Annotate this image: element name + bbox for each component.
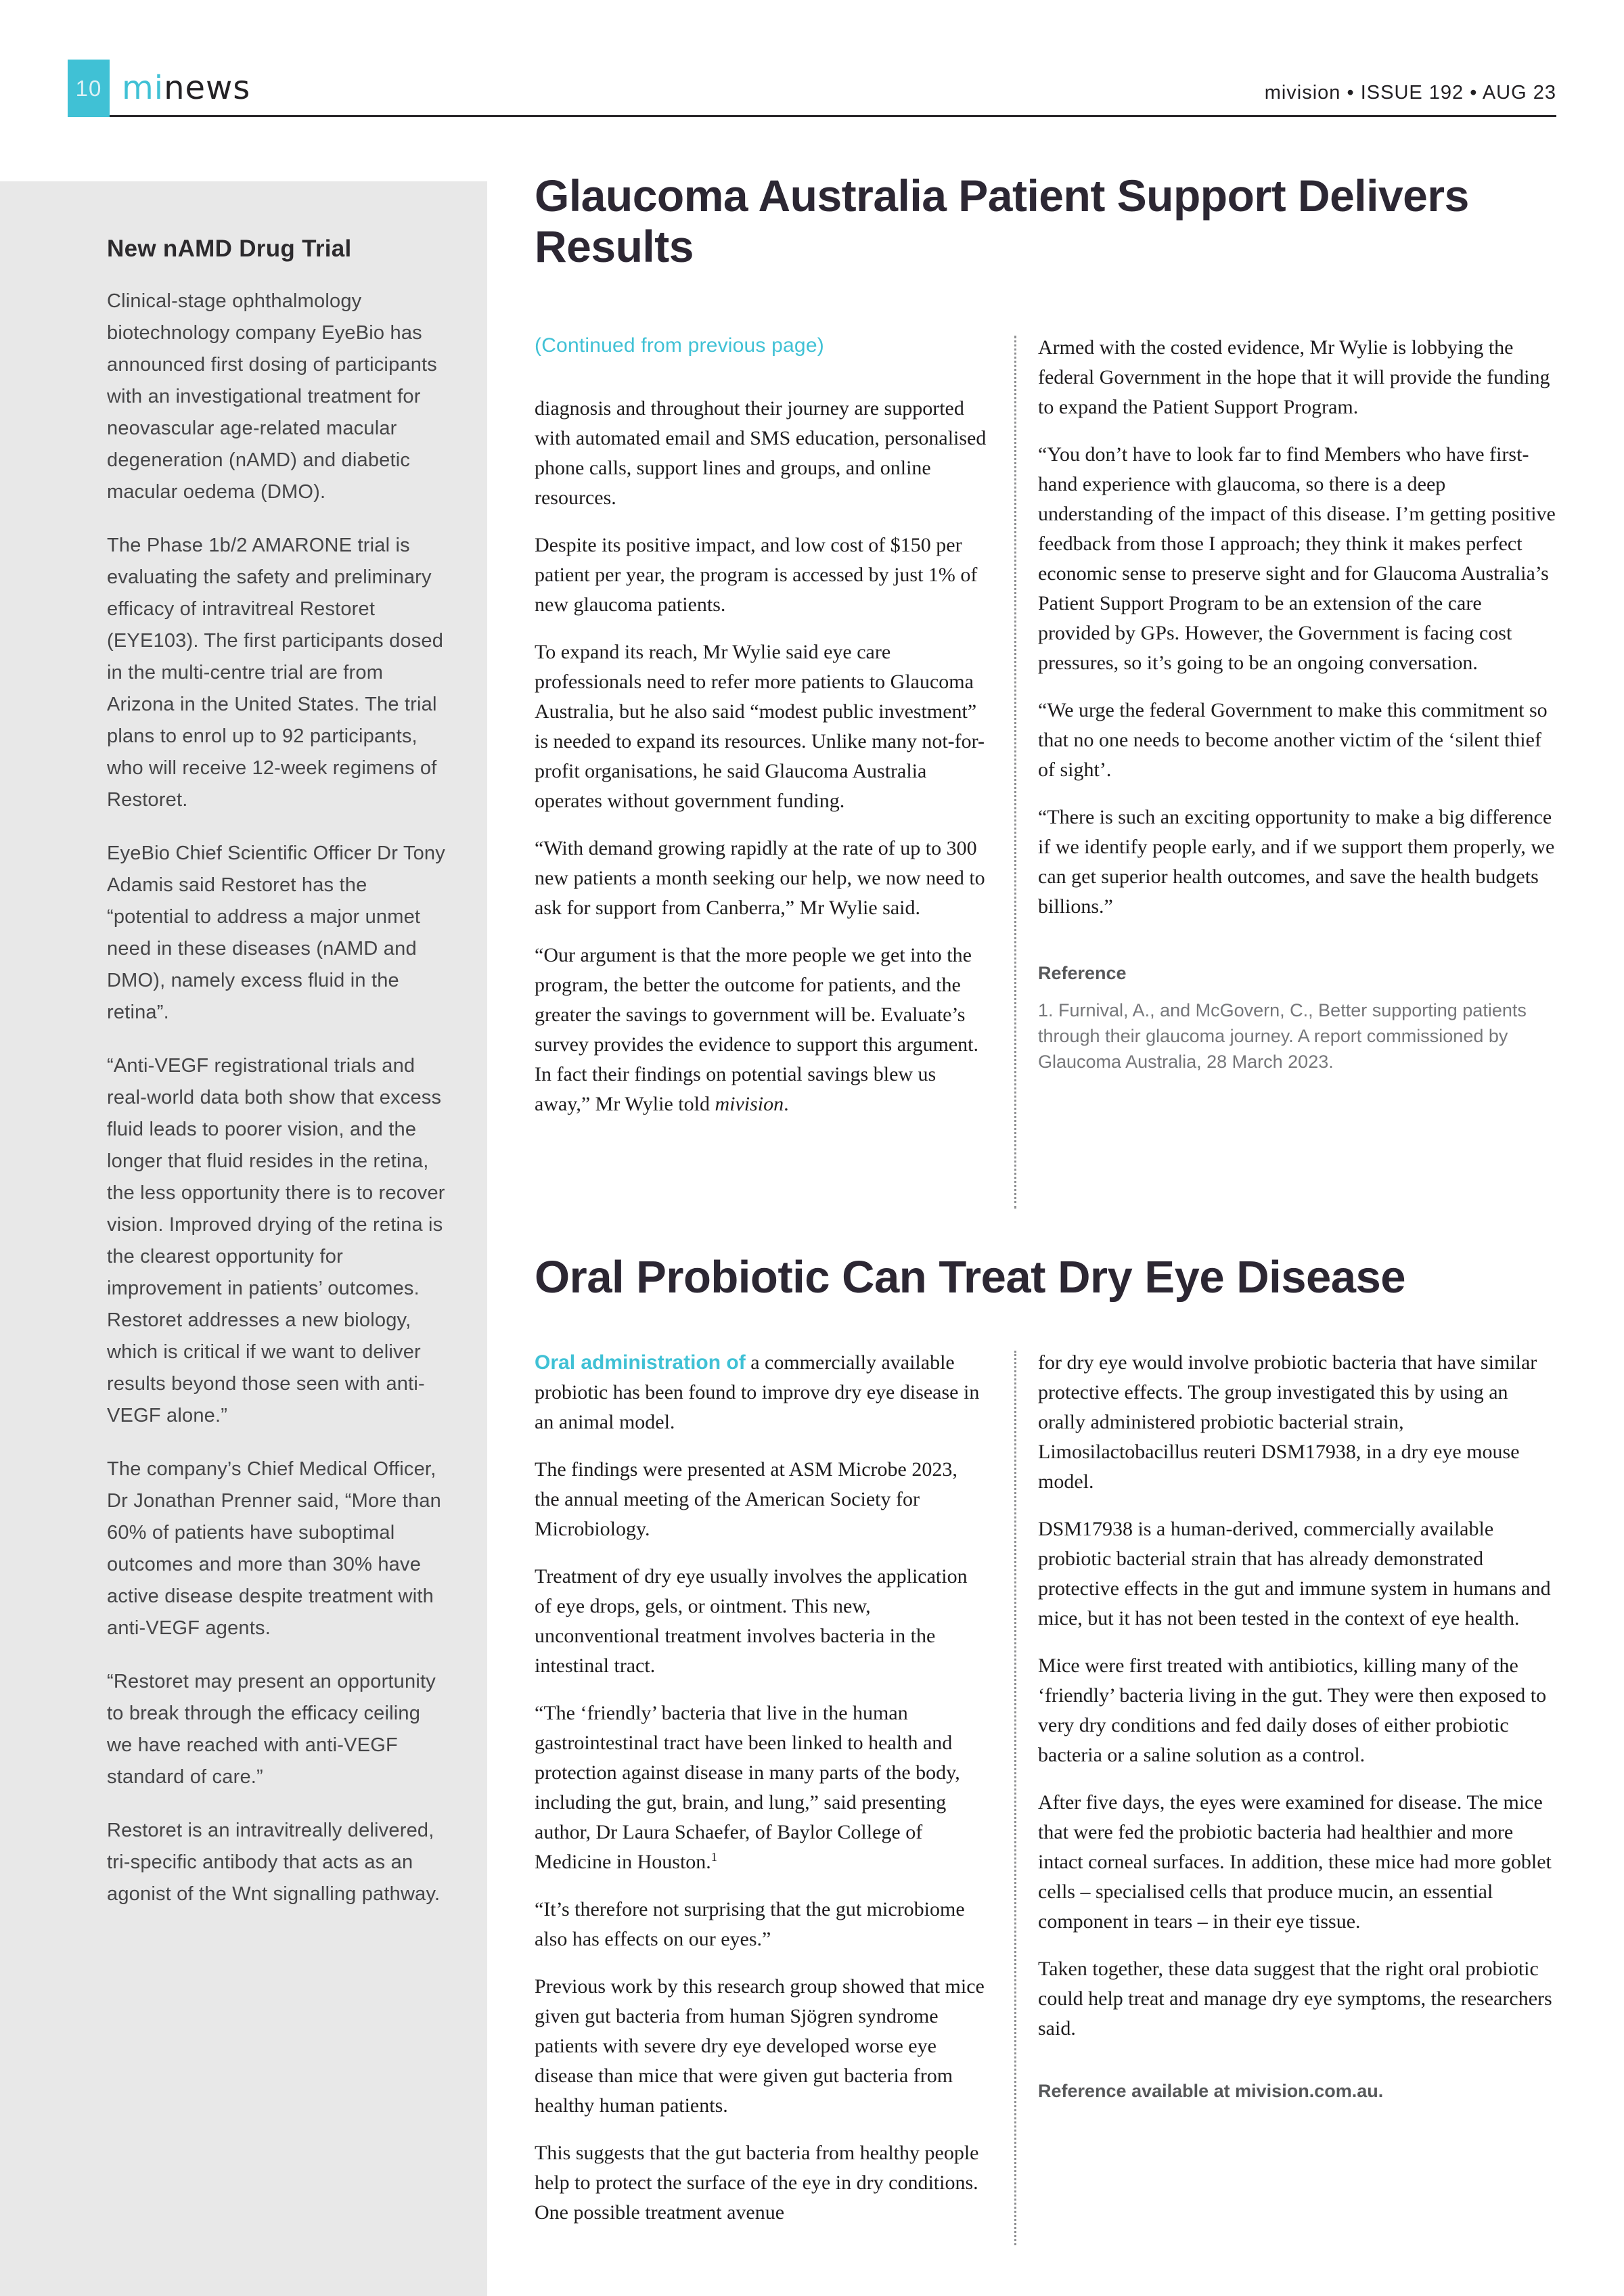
body-paragraph [535, 1348, 987, 1437]
article2-column-left [535, 1348, 987, 2245]
issue-info: mivision • ISSUE 192 • AUG 23 [1264, 82, 1556, 104]
sidebar-article [0, 181, 487, 2296]
body-paragraph: “You don’t have to look far to find Members who have first-hand experience with glaucoma, so there is a deep understanding of the impact of this disease. I’m getting positive feedback from those I approach; they think it makes perfect economic sense to preserve sight and for Glaucoma Australia’s Patient Support Program to be an extension of the care provided by GPs. However, the Government is facing cost pressures, so it’s going to be an ongoing conversation. [1038, 443, 1556, 674]
page-header [68, 0, 1556, 117]
sidebar-paragraph: The company’s Chief Medical Officer, Dr Jonathan Prenner said, “More than 60% of patients have suboptimal outcomes and more than 30% have active disease despite treatment with anti-VEGF agents. [107, 1458, 442, 1639]
body-paragraph: This suggests that the gut bacteria from healthy people help to protect the surface of the eye in dry conditions. One possible treatment avenue [535, 2142, 979, 2224]
column-divider-dotted [1014, 336, 1016, 1209]
logo-news: news [164, 69, 251, 107]
column-divider-dotted [1014, 1351, 1016, 2245]
lead-in-accent: Oral administration of [535, 1351, 746, 1374]
body-paragraph: “There is such an exciting opportunity to make a big difference if we identify people early, and if we support them properly, we can get superior health outcomes, and save the health budgets billions.” [1038, 806, 1555, 918]
sidebar-paragraph: The Phase 1b/2 AMARONE trial is evaluating the safety and preliminary efficacy of intravitreal Restoret (EYE103). The first participants dosed in the multi-centre trial are from Arizona in the United States. The trial plans to enrol up to 92 participants, who will receive 12-week regimens of Restoret. [107, 535, 444, 811]
article2-title: Oral Probiotic Can Treat Dry Eye Disease [535, 1252, 1406, 1303]
body-paragraph: Taken together, these data suggest that the right oral probiotic could help treat and manage dry eye symptoms, the researchers said. [1038, 1958, 1552, 2040]
publication-name: mivision [715, 1093, 784, 1115]
article1-column-right [1038, 333, 1556, 1075]
sidebar-paragraph: “Anti-VEGF registrational trials and real-world data both show that excess fluid leads to poorer vision, and the longer that fluid resides in the retina, the less opportunity there is to recover vision. Improved drying of the retina is the clearest opportunity for improvement in patients’ outcomes. Restoret addresses a new biology, which is critical if we want to deliver results beyond those seen with anti-VEGF alone.” [107, 1055, 445, 1426]
page-number: 10 [75, 75, 102, 101]
body-paragraph: Despite its positive impact, and low cost of $150 per patient per year, the program is accessed by just 1% of new glaucoma patients. [535, 534, 978, 616]
sentence-end: . [784, 1093, 789, 1115]
lead-in-rest: a commercially available probiotic has been found to improve dry eye disease in an animal model. [535, 1351, 980, 1433]
page-number-badge [68, 60, 110, 117]
sidebar-paragraph: Restoret is an intravitreally delivered, tri-specific antibody that acts as an agonist of the Wnt signalling pathway. [107, 1820, 441, 1905]
article1-title: Glaucoma Australia Patient Support Delivers Results [535, 171, 1469, 271]
minews-logo [122, 69, 250, 107]
sidebar-title: New nAMD Drug Trial [107, 235, 352, 262]
reference-block [1038, 958, 1556, 1075]
body-paragraph [535, 941, 987, 1119]
quote-text: “The ‘friendly’ bacteria that live in the human gastrointestinal tract have been linked to health and protection against disease in many parts of the body, including the gut, brain, and lung,” said presenting author, Dr Laura Schaefer, of Baylor College of Medicine in Houston. [535, 1702, 960, 1873]
footnote-marker: 1 [710, 1850, 717, 1864]
article1-column-left [535, 394, 987, 1137]
reference-text: 1. Furnival, A., and McGovern, C., Better supporting patients through their glaucoma journey. A report commissioned by Glaucoma Australia, 28 March 2023. [1038, 1000, 1527, 1072]
sidebar-paragraph: EyeBio Chief Scientific Officer Dr Tony Adamis said Restoret has the “potential to address a major unmet need in these diseases (nAMD and DMO), namely excess fluid in the retina”. [107, 842, 445, 1023]
body-paragraph: The findings were presented at ASM Microbe 2023, the annual meeting of the American Society for Microbiology. [535, 1458, 957, 1540]
body-paragraph: Treatment of dry eye usually involves the application of eye drops, gels, or ointment. This new, unconventional treatment involves bacteria in the intestinal tract. [535, 1565, 968, 1677]
reference-heading: Reference [1038, 963, 1127, 983]
body-paragraph: Previous work by this research group showed that mice given gut bacteria from human Sjögren syndrome patients with severe dry eye developed worse eye disease than mice that were given gut bacteria from healthy human patients. [535, 1975, 985, 2117]
body-paragraph [535, 1698, 987, 1877]
reference-availability-note: Reference available at mivision.com.au. [1038, 2081, 1384, 2101]
body-paragraph: DSM17938 is a human-derived, commercially available probiotic bacterial strain that has already demonstrated protective effects in the gut and immune system in humans and mice, but it has not been tested in the context of eye health. [1038, 1518, 1551, 1629]
body-paragraph: After five days, the eyes were examined for disease. The mice that were fed the probiotic bacteria had healthier and more intact corneal surfaces. In addition, these mice had more goblet cells – specialised cells that produce mucin, an essential component in tears – in their eye tissue. [1038, 1791, 1552, 1933]
article2-column-right [1038, 1348, 1556, 2106]
sidebar-paragraph: Clinical-stage ophthalmology biotechnology company EyeBio has announced first dosing of participants with an investigational treatment for neovascular age-related macular degeneration (nAMD) and diabetic macular oedema (DMO). [107, 290, 438, 503]
body-paragraph: Mice were first treated with antibiotics, killing many of the ‘friendly’ bacteria living in the gut. They were then exposed to very dry conditions and fed daily doses of either probiotic bacteria or a saline solution as a control. [1038, 1655, 1547, 1766]
continued-tag: (Continued from previous page) [535, 334, 824, 357]
body-paragraph: “With demand growing rapidly at the rate of up to 300 new patients a month seeking our help, we now need to ask for support from Canberra,” Mr Wylie said. [535, 837, 985, 919]
logo-mi: mi [122, 69, 164, 107]
body-paragraph: diagnosis and throughout their journey are supported with automated email and SMS education, personalised phone calls, support lines and groups, and online resources. [535, 397, 987, 509]
sidebar-paragraph: “Restoret may present an opportunity to break through the efficacy ceiling we have reached with anti-VEGF standard of care.” [107, 1671, 436, 1788]
body-paragraph: for dry eye would involve probiotic bacteria that have similar protective effects. The group investigated this by using an orally administered probiotic bacterial strain, Limosilactobacillus reuteri DSM17938, in a dry eye mouse model. [1038, 1351, 1537, 1493]
body-paragraph: “We urge the federal Government to make this commitment so that no one needs to become another victim of the ‘silent thief of sight’. [1038, 699, 1548, 781]
quote-text: “Our argument is that the more people we get into the program, the better the outcome for patients, and the greater the savings to government will be. Evaluate’s survey provides the evidence to support this argument. In fact their findings on potential savings blew us away,” Mr Wylie told [535, 944, 978, 1115]
body-paragraph: To expand its reach, Mr Wylie said eye care professionals need to refer more patients to Glaucoma Australia, but he also said “modest public investment” is needed to expand its resources. Unlike many not-for-profit organisations, he said Glaucoma Australia operates without government funding. [535, 641, 985, 812]
body-paragraph: “It’s therefore not surprising that the gut microbiome also has effects on our eyes.” [535, 1898, 965, 1950]
body-paragraph: Armed with the costed evidence, Mr Wylie is lobbying the federal Government in the hope that it will provide the funding to expand the Patient Support Program. [1038, 336, 1550, 418]
